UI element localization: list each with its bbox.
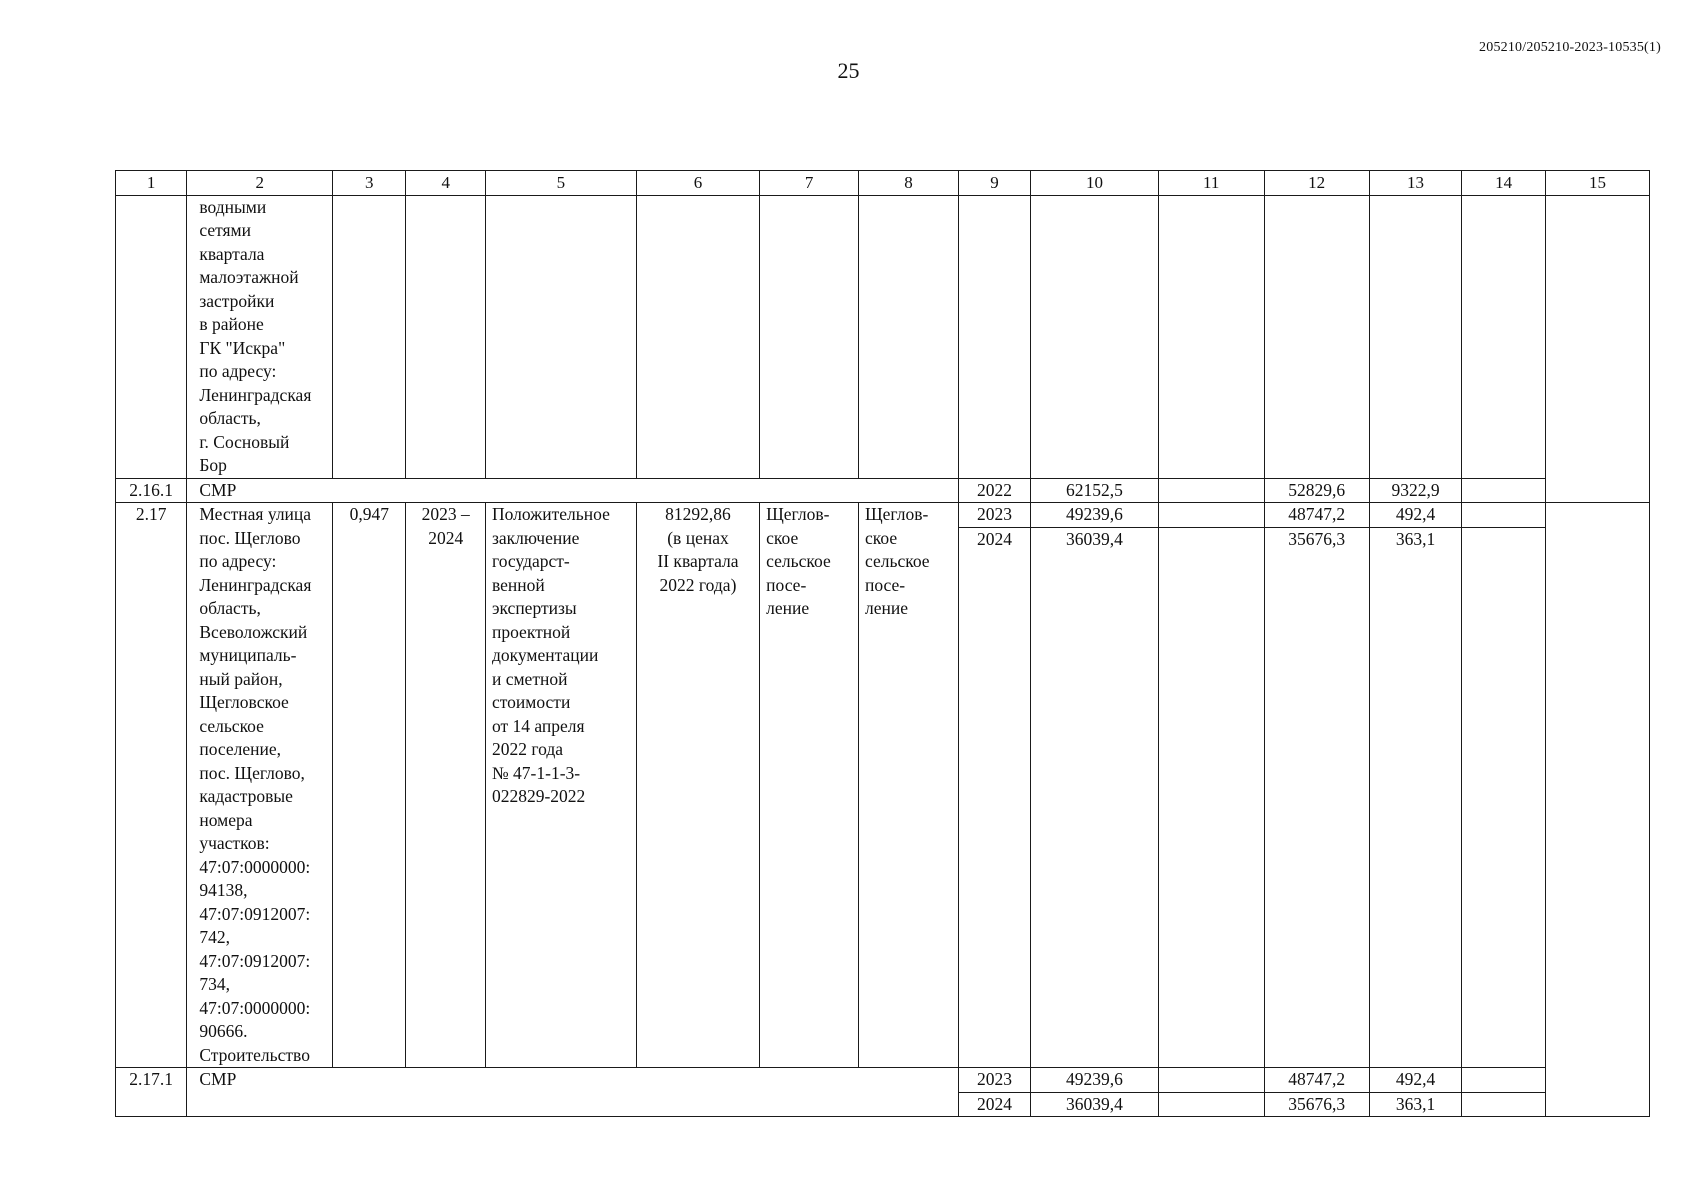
text-line: 94138, [199,880,248,900]
text-line: пос. Щеглово [199,527,301,548]
row-number-cell [116,195,187,478]
data-table [115,170,1650,1117]
column-number: 5 [485,171,636,196]
empty-cell [1264,195,1369,478]
object-name-cell [187,503,333,1068]
object-name-cell [187,195,333,478]
value-cell: 49239,6 [1031,1068,1158,1093]
text-line: муниципаль- [199,645,297,665]
empty-cell [1158,1092,1264,1117]
text-line: 47:07:0912007: [199,950,311,971]
empty-cell [1462,1068,1546,1093]
year-cell: 2024 [958,1092,1030,1117]
text-line: от 14 апреля [491,715,585,736]
page-number: 25 [837,58,860,83]
empty-cell [485,195,636,478]
text-line: сельское [766,551,831,571]
column-number: 4 [406,171,486,196]
value-cell: 35676,3 [1264,528,1369,1068]
text-line: ный район, [199,668,283,689]
year-cell: 2024 [958,528,1030,1068]
text-line: поселение, [199,739,282,759]
empty-cell [1158,478,1264,503]
text-line: ГК "Искра" [199,337,286,358]
text-line: Щеглов- [865,504,929,524]
value-cell: 62152,5 [1031,478,1158,503]
text-line: квартала [199,243,265,264]
work-type-cell: СМР [187,478,959,503]
text-line: г. Сосновый [199,431,290,452]
text-line: и сметной [491,668,568,689]
length-cell: 0,947 [333,503,406,1068]
column-number: 3 [333,171,406,196]
text-line: по адресу: [199,361,277,381]
value-cell: 36039,4 [1031,1092,1158,1117]
text-line: в районе [199,314,264,334]
work-type-cell: СМР [187,1068,959,1117]
text-line: посе- [766,574,807,595]
text-line: Строительство [199,1044,310,1065]
empty-cell [1369,195,1462,478]
text-line: сельское [199,715,264,736]
text-line: 742, [199,927,230,947]
expertise-cell [485,503,636,1068]
value-cell: 9322,9 [1369,478,1462,503]
empty-cell [1158,195,1264,478]
text-line: ское [865,527,898,548]
text-line: по адресу: [199,551,277,571]
text-line: проектной [491,621,571,642]
text-line: 47:07:0000000: [199,856,311,877]
empty-cell [1158,1068,1264,1093]
empty-cell [333,195,406,478]
year-cell: 2022 [958,478,1030,503]
value-cell: 52829,6 [1264,478,1369,503]
text-line: ское [766,527,799,548]
column-number: 14 [1462,171,1546,196]
column-number: 9 [958,171,1030,196]
text-line: венной [491,574,545,595]
table-row [116,1068,1650,1093]
text-line: Местная улица [199,504,312,524]
text-line: сельское [865,551,930,571]
text-line: малоэтажной [199,267,299,287]
empty-cell [406,195,486,478]
text-line: документации [491,645,599,665]
column-number: 8 [859,171,959,196]
empty-cell [859,195,959,478]
column-number: 13 [1369,171,1462,196]
text-line: область, [199,408,261,428]
column-number: 6 [636,171,759,196]
text-line: стоимости [491,692,571,712]
empty-cell [1545,195,1649,503]
text-line: Щегловское [199,692,289,712]
text-line: участков: [199,833,270,853]
table-row [116,478,1650,503]
text-line: 47:07:0000000: [199,997,311,1018]
value-cell: 48747,2 [1264,503,1369,528]
text-line: область, [199,598,261,618]
column-number: 15 [1545,171,1649,196]
table-row [116,503,1650,528]
empty-cell [636,195,759,478]
empty-cell [1158,503,1264,528]
row-number-cell: 2.17.1 [116,1068,187,1117]
empty-cell [1462,195,1546,478]
text-line: № 47-1-1-3- [491,762,581,783]
column-number: 2 [187,171,333,196]
text-line: сетями [199,220,251,240]
text-line: номера [199,809,253,830]
text-line: 90666. [199,1021,248,1041]
value-cell: 492,4 [1369,1068,1462,1093]
empty-cell [1462,1092,1546,1117]
text-line: пос. Щеглово, [199,762,305,783]
text-line: Всеволожский [199,621,308,642]
empty-cell [1462,478,1546,503]
text-line: государст- [491,551,570,571]
text-line: застройки [199,290,275,311]
text-line: ление [766,598,810,618]
empty-cell [1462,528,1546,1068]
year-cell: 2023 [958,1068,1030,1093]
value-cell: 35676,3 [1264,1092,1369,1117]
text-line: заключение [491,527,580,548]
empty-cell [1462,503,1546,528]
column-number: 11 [1158,171,1264,196]
text-line: ление [865,598,908,618]
text-line: 2022 года) [659,574,737,595]
year-cell: 2023 [958,503,1030,528]
text-line: 2024 [428,527,464,548]
text-line: Ленинградская [199,384,312,405]
text-line: водными [199,196,267,217]
empty-cell [1031,195,1158,478]
text-line: (в ценах [667,527,729,548]
text-line: 022829-2022 [491,786,586,806]
text-line: посе- [865,574,906,595]
table-row [116,195,1650,478]
empty-cell [760,195,859,478]
empty-cell [958,195,1030,478]
empty-cell [1158,528,1264,1068]
owner-cell [859,503,959,1068]
value-cell: 36039,4 [1031,528,1158,1068]
column-number: 7 [760,171,859,196]
column-number-row [116,171,1650,196]
period-cell [406,503,486,1068]
document-id: 205210/205210-2023-10535(1) [1479,40,1661,55]
text-line: кадастровые [199,786,293,806]
text-line: 734, [199,974,230,994]
text-line: Ленинградская [199,574,312,595]
text-line: Щеглов- [766,504,830,524]
value-cell: 363,1 [1369,1092,1462,1117]
text-line: Бор [199,455,227,475]
row-number-cell: 2.16.1 [116,478,187,503]
empty-cell [1545,503,1649,1117]
column-number: 1 [116,171,187,196]
text-line: 2022 года [491,739,564,759]
text-line: Положительное [491,504,610,524]
text-line: 47:07:0912007: [199,903,311,924]
cost-cell [636,503,759,1068]
value-cell: 363,1 [1369,528,1462,1068]
customer-cell [760,503,859,1068]
text-line: II квартала [657,551,739,571]
value-cell: 48747,2 [1264,1068,1369,1093]
text-line: экспертизы [491,598,577,618]
text-line: 2023 – [421,504,470,524]
value-cell: 492,4 [1369,503,1462,528]
text-line: 81292,86 [665,504,731,524]
column-number: 10 [1031,171,1158,196]
row-number-cell: 2.17 [116,503,187,1068]
column-number: 12 [1264,171,1369,196]
value-cell: 49239,6 [1031,503,1158,528]
